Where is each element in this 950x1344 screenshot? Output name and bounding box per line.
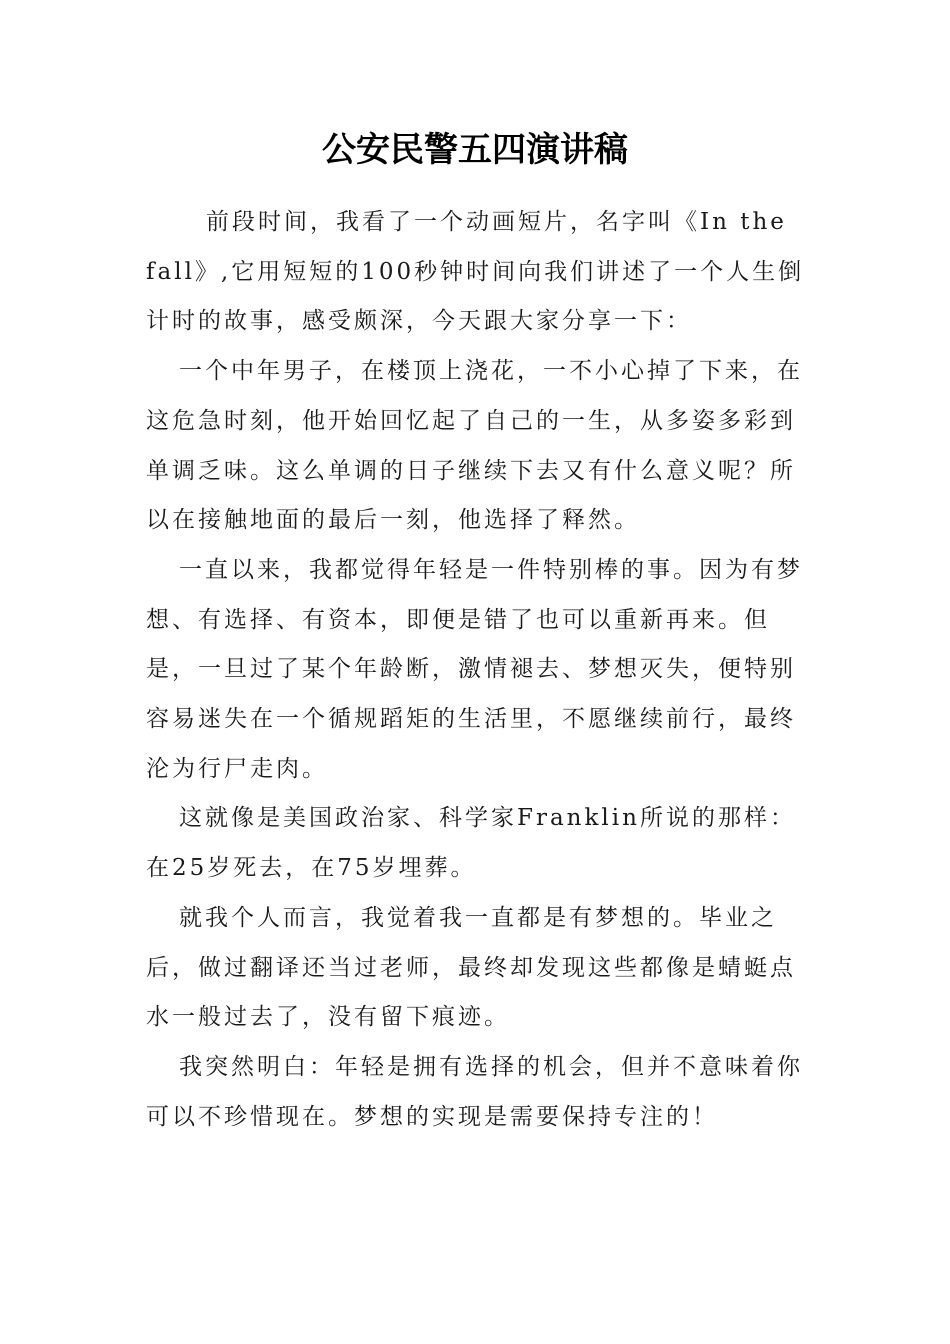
paragraph: 一直以来，我都觉得年轻是一件特别棒的事。因为有梦想、有选择、有资本，即便是错了也可以重新再来。但是，一旦过了某个年龄断，激情褪去、梦想灭失，便特别容易迷失在一个循规蹈矩的生活里，不愿继续前行，最终沦为行尸走肉。	[146, 556, 803, 782]
paragraph: 就我个人而言，我觉着我一直都是有梦想的。毕业之后，做过翻译还当过老师，最终却发现这些都像是蜻蜓点水一般过去了，没有留下痕迹。	[146, 904, 796, 1031]
paragraph: 一个中年男子，在楼顶上浇花，一不小心掉了下来，在这危急时刻，他开始回忆起了自己的一生，从多姿多彩到单调乏味。这么单调的日子继续下去又有什么意义呢？所以在接触地面的最后一刻，他选择了释然。	[146, 358, 803, 534]
document-body	[146, 198, 806, 1142]
paragraph: 前段时间，我看了一个动画短片，名字叫《In the fall》,它用短短的100秒钟时间向我们讲述了一个人生倒计时的故事，感受颇深，今天跟大家分享一下：	[146, 209, 805, 335]
paragraph: 这就像是美国政治家、科学家Franklin所说的那样：在25岁死去，在75岁埋葬。	[146, 805, 796, 882]
document-title: 公安民警五四演讲稿	[322, 130, 628, 170]
paragraph: 我突然明白：年轻是拥有选择的机会，但并不意味着你可以不珍惜现在。梦想的实现是需要保持专注的！	[146, 1053, 803, 1130]
